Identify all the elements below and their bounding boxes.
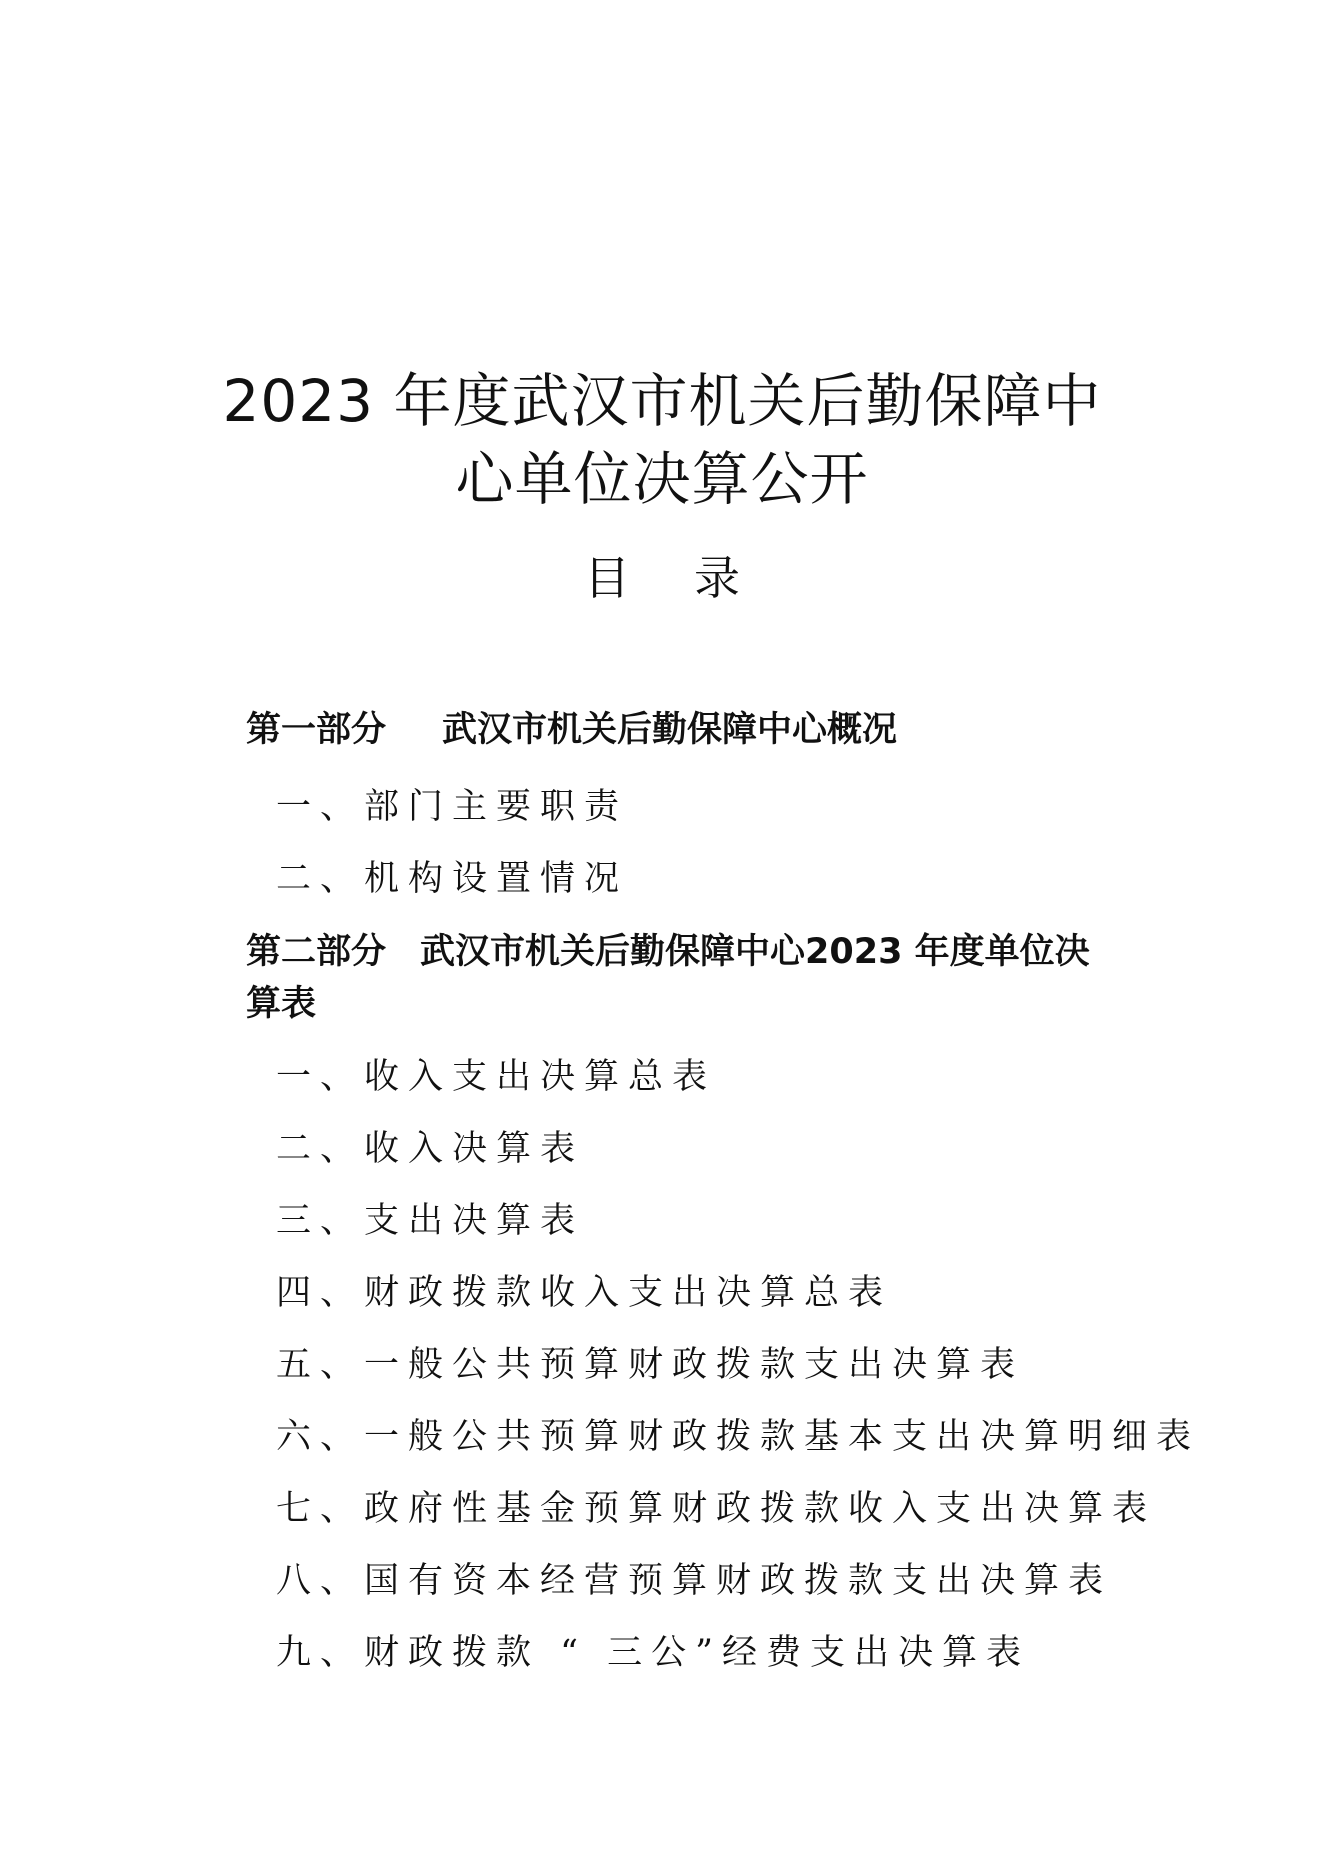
toc-item: 八、国有资本经营预算财政拨款支出决算表 — [276, 1561, 1113, 1601]
toc-heading-char-1: 目 — [584, 551, 630, 605]
toc-part-2-label: 第二部分 — [246, 932, 387, 972]
title-line-2: 心单位决算公开 — [455, 445, 869, 513]
toc-item: 一、部门主要职责 — [276, 787, 629, 827]
toc-item: 六、一般公共预算财政拨款基本支出决算明细表 — [276, 1417, 1201, 1457]
toc-heading — [0, 548, 1324, 608]
toc-item: 一、收入支出决算总表 — [276, 1057, 717, 1097]
toc-item: 三、支出决算表 — [276, 1201, 585, 1241]
toc-part-2 — [246, 926, 1106, 1030]
toc-item: 九、财政拨款 “ 三公”经费支出决算表 — [276, 1633, 1031, 1673]
toc-part-1 — [246, 704, 1106, 756]
toc-part-1-title: 武汉市机关后勤保障中心概况 — [442, 710, 898, 750]
document-title — [200, 362, 1124, 518]
toc-item: 七、政府性基金预算财政拨款收入支出决算表 — [276, 1489, 1157, 1529]
toc-item: 二、收入决算表 — [276, 1129, 585, 1169]
toc-part-2-title: 武汉市机关后勤保障中心2023 年度单位决算表 — [246, 932, 1090, 1024]
toc-item: 二、机构设置情况 — [276, 859, 629, 899]
toc-part-1-label: 第一部分 — [246, 710, 387, 750]
title-line-1: 2023 年度武汉市机关后勤保障中 — [222, 367, 1102, 435]
toc-heading-char-2: 录 — [694, 551, 740, 605]
toc-item: 四、财政拨款收入支出决算总表 — [276, 1273, 893, 1313]
toc-item: 五、一般公共预算财政拨款支出决算表 — [276, 1345, 1025, 1385]
